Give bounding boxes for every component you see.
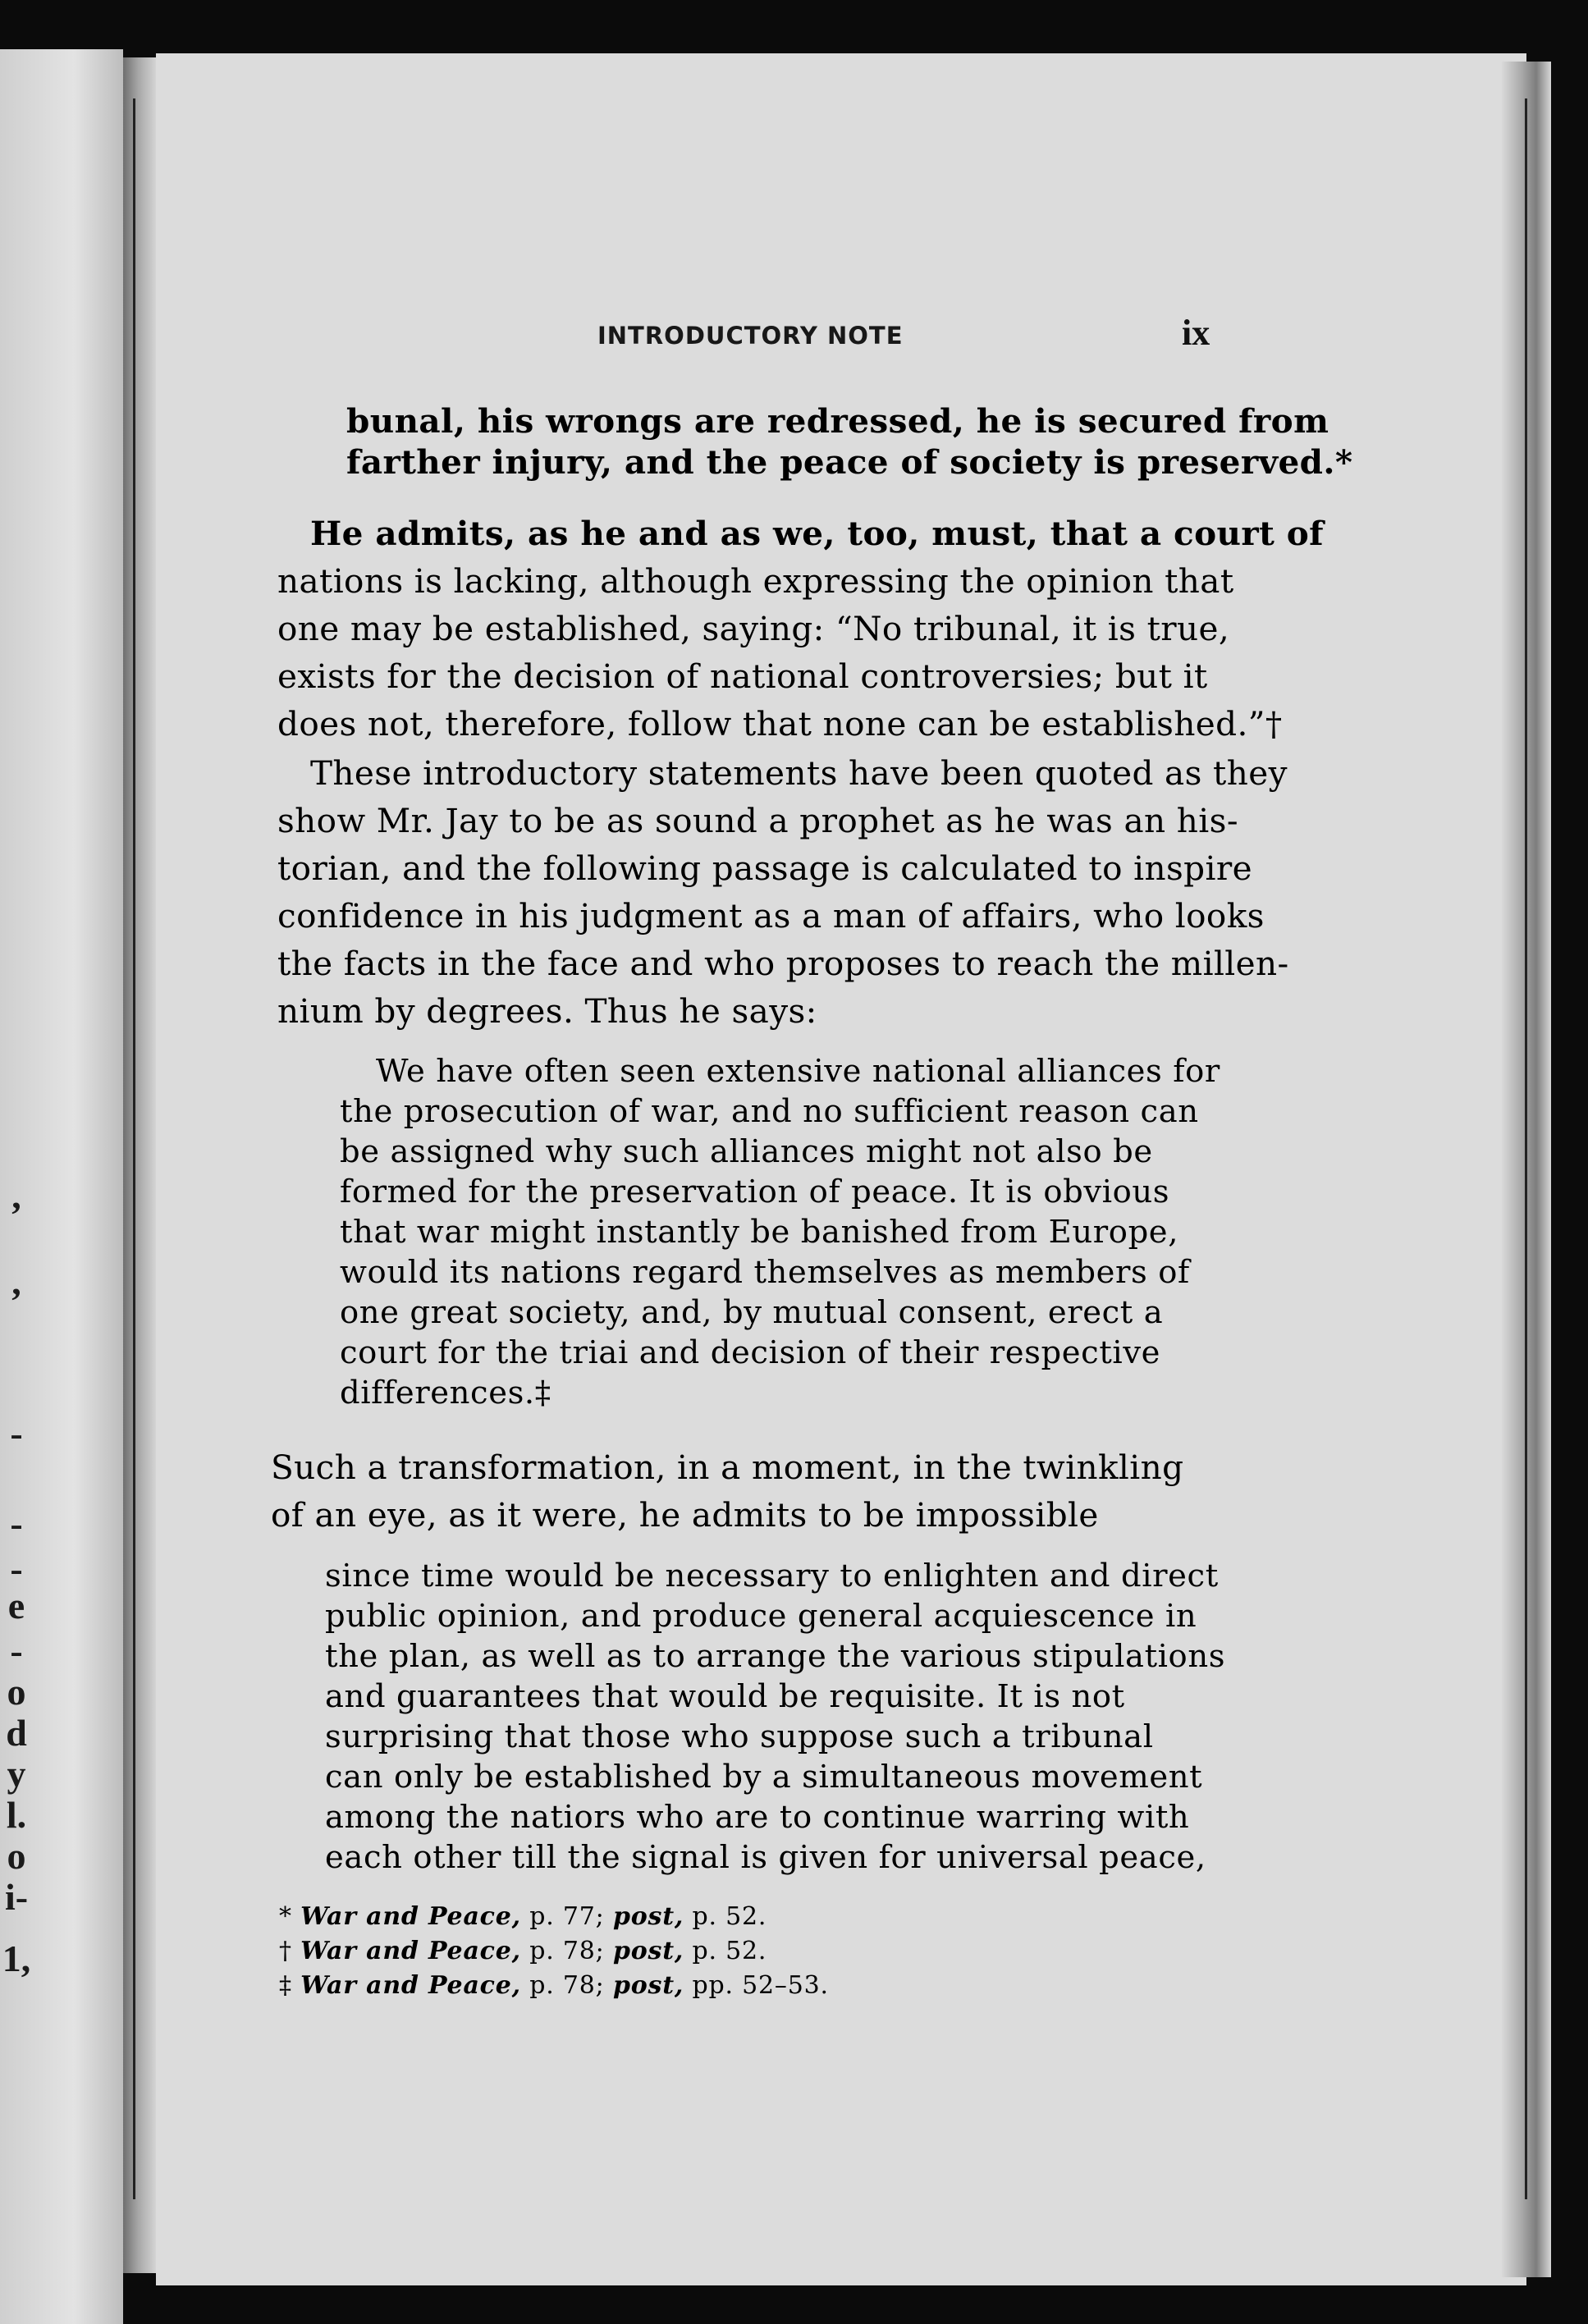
footnote <box>279 1902 767 1931</box>
footnote-ref: pp. 52–53. <box>692 1971 829 2000</box>
text-line: These introductory statements have been quoted as they <box>310 753 1288 793</box>
text-line: torian, and the following passage is calculated to inspire <box>277 849 1252 888</box>
quote-line: one great society, and, by mutual consent, erect a <box>340 1294 1164 1331</box>
quote-line: since time would be necessary to enlighten and direct <box>325 1558 1219 1594</box>
footnote <box>279 1971 829 2000</box>
footnote <box>279 1939 767 1964</box>
footnote-ref: p. 52. <box>692 1902 767 1931</box>
text-line: show Mr. Jay to be as sound a prophet as he was an his- <box>277 801 1238 840</box>
margin-fragment: l. <box>6 1794 27 1836</box>
margin-fragment: - <box>10 1548 23 1590</box>
margin-fragment: d <box>6 1712 27 1754</box>
footnote-title: War and Peace, <box>300 1902 521 1931</box>
text-line: bunal, his wrongs are redressed, he is secured from <box>346 401 1329 441</box>
text-line: nium by degrees. Thus he says: <box>277 991 817 1031</box>
quote-line: the plan, as well as to arrange the various stipulations <box>325 1638 1226 1675</box>
quote-line: among the natiors who are to continue warring with <box>325 1799 1190 1836</box>
quote-line: would its nations regard themselves as members of <box>340 1254 1190 1291</box>
footnote-mark: † <box>279 1937 292 1965</box>
running-head: INTRODUCTORY NOTE <box>597 322 904 350</box>
margin-fragment: e <box>7 1585 25 1626</box>
margin-fragment: , <box>11 1260 21 1302</box>
text-line: confidence in his judgment as a man of affairs, who looks <box>277 896 1265 936</box>
left-gutter-shadow <box>123 57 156 2273</box>
margin-fragment: - <box>10 1630 23 1672</box>
footnote-post: post, <box>612 1902 684 1931</box>
footnote-page: p. 77; <box>529 1902 605 1931</box>
quote-line: public opinion, and produce general acquiescence in <box>325 1598 1197 1635</box>
margin-fragment: 1, <box>2 1937 31 1979</box>
footnote-title: War and Peace, <box>300 1971 521 2000</box>
quote-line: formed for the preservation of peace. It is obvious <box>340 1173 1170 1210</box>
text-line: does not, therefore, follow that none can be established.”† <box>277 704 1283 743</box>
margin-fragment: y <box>7 1753 26 1795</box>
text-line: exists for the decision of national controversies; but it <box>277 656 1208 696</box>
footnote-title: War and Peace, <box>300 1937 521 1965</box>
quote-line: be assigned why such alliances might not also be <box>340 1133 1153 1170</box>
facing-page-remnant <box>0 49 123 2324</box>
margin-fragment: o <box>7 1671 26 1713</box>
footnote-page: p. 78; <box>529 1937 605 1965</box>
text-line: farther injury, and the peace of society is preserved.* <box>346 442 1353 482</box>
page-number: ix <box>1182 313 1210 353</box>
quote-line: that war might instantly be banished from Europe, <box>340 1214 1179 1251</box>
quote-line: the prosecution of war, and no sufficient reason can <box>340 1093 1199 1130</box>
footnote-page: p. 78; <box>529 1971 605 2000</box>
footnote-post: post, <box>612 1937 684 1965</box>
quote-line: differences.‡ <box>340 1375 551 1411</box>
text-line: Such a transformation, in a moment, in the twinkling <box>271 1448 1184 1487</box>
footnote-post: post, <box>612 1971 684 2000</box>
footnote-ref: p. 52. <box>692 1937 767 1965</box>
quote-line: can only be established by a simultaneous movement <box>325 1759 1203 1796</box>
right-edge-rule <box>1525 98 1527 2199</box>
footnote-mark: ‡ <box>279 1971 292 2000</box>
margin-fragment: - <box>10 1503 23 1544</box>
quote-line: We have often seen extensive national alliances for <box>376 1053 1220 1090</box>
text-line: He admits, as he and as we, too, must, that a court of <box>310 514 1324 553</box>
margin-fragment: o <box>7 1835 26 1877</box>
margin-fragment: , <box>11 1174 21 1216</box>
left-edge-rule <box>133 98 135 2199</box>
margin-fragment: i- <box>4 1876 29 1918</box>
text-line: of an eye, as it were, he admits to be impossible <box>271 1495 1099 1535</box>
quote-line: court for the triai and decision of their respective <box>340 1334 1161 1371</box>
margin-fragment: - <box>10 1412 23 1454</box>
quote-line: and guarantees that would be requisite. It is not <box>325 1678 1125 1715</box>
footnote-mark: * <box>279 1902 292 1931</box>
quote-line: surprising that those who suppose such a tribunal <box>325 1718 1154 1755</box>
quote-line: each other till the signal is given for universal peace, <box>325 1839 1206 1876</box>
text-line: nations is lacking, although expressing the opinion that <box>277 561 1234 601</box>
text-line: one may be established, saying: “No tribunal, it is true, <box>277 609 1230 648</box>
text-line: the facts in the face and who proposes to reach the millen- <box>277 944 1289 983</box>
